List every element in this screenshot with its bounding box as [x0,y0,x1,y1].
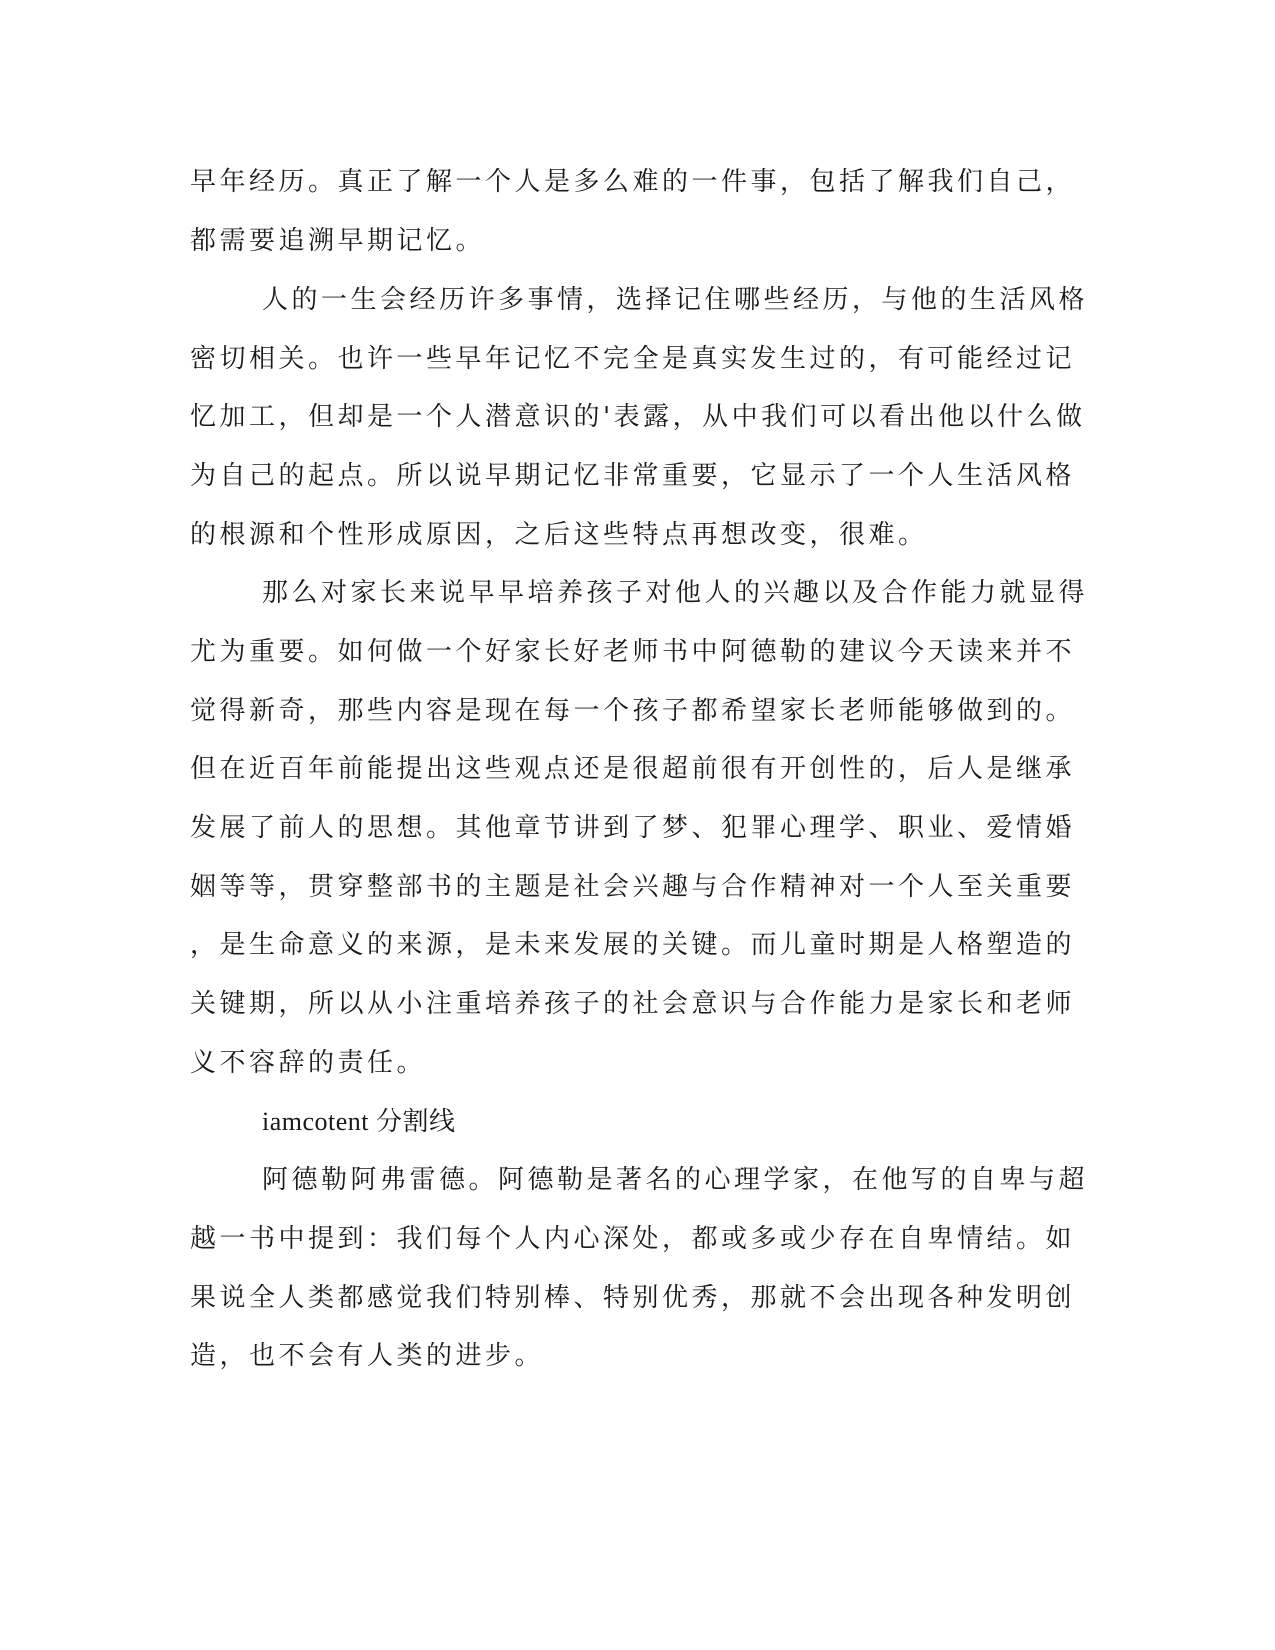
text-line: 早年经历。真正了解一个人是多么难的一件事，包括了解我们自己， [190,167,1076,197]
text-line: 发展了前人的思想。其他章节讲到了梦、犯罪心理学、职业、爱情婚 [190,813,1076,843]
text-line: 姻等等，贯穿整部书的主题是社会兴趣与合作精神对一个人至关重要 [190,872,1076,902]
paragraph-first-line: 人的一生会经历许多事情，选择记住哪些经历，与他的生活风格 [262,285,1089,315]
text-line: 尤为重要。如何做一个好家长好老师书中阿德勒的建议今天读来并不 [190,637,1076,667]
text-line: 的根源和个性形成原因，之后这些特点再想改变，很难。 [190,520,928,550]
text-line: 为自己的起点。所以说早期记忆非常重要，它显示了一个人生活风格 [190,461,1076,491]
text-line: 造，也不会有人类的进步。 [190,1341,545,1371]
text-line: 果说全人类都感觉我们特别棒、特别优秀，那就不会出现各种发明创 [190,1283,1076,1313]
paragraph-first-line: 阿德勒阿弗雷德。阿德勒是著名的心理学家，在他写的自卑与超 [262,1165,1089,1195]
text-line: 密切相关。也许一些早年记忆不完全是真实发生过的，有可能经过记 [190,344,1076,374]
section-divider-text: iamcotent 分割线 [262,1107,456,1136]
text-line: 觉得新奇，那些内容是现在每一个孩子都希望家长老师能够做到的。 [190,696,1076,726]
text-line: ，是生命意义的来源，是未来发展的关键。而儿童时期是人格塑造的 [190,930,1076,960]
paragraph-first-line: 那么对家长来说早早培养孩子对他人的兴趣以及合作能力就显得 [262,578,1089,608]
text-line: 但在近百年前能提出这些观点还是很超前很有开创性的，后人是继承 [190,754,1076,784]
text-line: 忆加工，但却是一个人潜意识的'表露，从中我们可以看出他以什么做 [190,402,1086,432]
text-line: 义不容辞的责任。 [190,1048,427,1078]
text-line: 都需要追溯早期记忆。 [190,226,486,256]
text-line: 越一书中提到：我们每个人内心深处，都或多或少存在自卑情结。如 [190,1224,1076,1254]
text-line: 关键期，所以从小注重培养孩子的社会意识与合作能力是家长和老师 [190,989,1076,1019]
